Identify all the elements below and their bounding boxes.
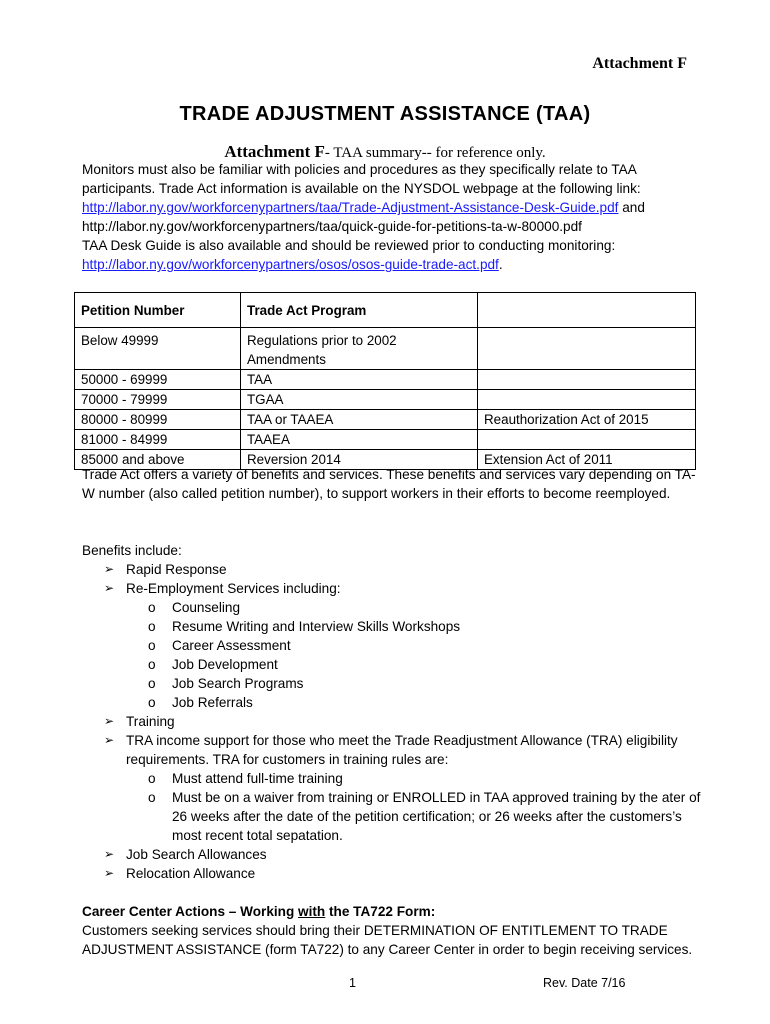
attachment-header: Attachment F: [592, 55, 687, 72]
page-title: TRADE ADJUSTMENT ASSISTANCE (TAA): [179, 103, 591, 125]
intro-paragraph: [82, 160, 692, 274]
cell-program: TAA: [241, 370, 478, 390]
list-item: [148, 693, 702, 712]
cell-petition: 80000 - 80999: [75, 410, 241, 430]
career-text: Customers seeking services should bring their DETERMINATION OF ENTITLEMENT TO TRADE ADJUSTMENT ASSISTANCE (form TA722) to any Career Center in order to begin receiving services.: [82, 923, 693, 957]
list-item: [148, 769, 702, 788]
cell-note: [478, 390, 696, 410]
list-item: [104, 864, 702, 883]
benefits-heading: Benefits include:: [82, 543, 182, 558]
sub-item-label: Job Development: [172, 657, 278, 672]
sub-item-label: Counseling: [172, 600, 241, 615]
list-item: [104, 579, 702, 712]
arrow-bullet-icon: ➢: [104, 714, 115, 728]
list-item: [148, 598, 702, 617]
intro-text: Monitors must also be familiar with policies and procedures as they specifically relate to TAA participants. Trade Act information is available on the NYSDOL webpage at the following link:: [82, 162, 641, 196]
career-heading: [82, 902, 697, 921]
desk-guide-text: TAA Desk Guide is also available and should be reviewed prior to conducting monitoring:: [82, 238, 616, 253]
list-item: [148, 617, 702, 636]
cell-note: [478, 430, 696, 450]
subtitle-bold: Attachment F: [224, 142, 325, 161]
career-heading-b: the TA722 Form:: [325, 904, 436, 919]
circle-bullet-icon: o: [148, 657, 156, 672]
arrow-bullet-icon: ➢: [104, 562, 115, 576]
benefit-job-search: Job Search Allowances: [126, 847, 267, 862]
arrow-bullet-icon: ➢: [104, 847, 115, 861]
table-row: [75, 430, 696, 450]
list-item: [148, 788, 702, 845]
benefits-intro-paragraph: Trade Act offers a variety of benefits and services. These benefits and services vary depending on TA-W number (also called petition number), to support workers in their efforts to become reemployed.: [82, 467, 696, 501]
subtitle: [0, 142, 770, 162]
reemployment-sublist: [126, 598, 702, 712]
cell-program: TAAEA: [241, 430, 478, 450]
cell-petition: Below 49999: [75, 328, 241, 370]
tra-sublist: [126, 769, 702, 845]
benefit-reemployment: Re-Employment Services including:: [126, 581, 341, 596]
cell-note: [478, 370, 696, 390]
col-header-note: [478, 293, 696, 328]
cell-petition: 85000 and above: [75, 450, 241, 470]
cell-program: TGAA: [241, 390, 478, 410]
list-item: [104, 712, 702, 731]
table-row: [75, 390, 696, 410]
list-item: [104, 845, 702, 864]
circle-bullet-icon: o: [148, 771, 156, 786]
quick-guide-url: http://labor.ny.gov/workforcenypartners/taa/quick-guide-for-petitions-ta-w-80000.pdf: [82, 219, 582, 234]
cell-note: Extension Act of 2011: [478, 450, 696, 470]
arrow-bullet-icon: ➢: [104, 733, 115, 747]
page-number: 1: [349, 976, 356, 990]
cell-petition: 70000 - 79999: [75, 390, 241, 410]
benefit-tra: TRA income support for those who meet the Trade Readjustment Allowance (TRA) eligibility requirements. TRA for customers in training rules are:: [126, 733, 678, 767]
cell-note: Reauthorization Act of 2015: [478, 410, 696, 430]
cell-petition: 50000 - 69999: [75, 370, 241, 390]
sub-item-label: Must attend full-time training: [172, 771, 343, 786]
benefit-training: Training: [126, 714, 175, 729]
benefit-relocation: Relocation Allowance: [126, 866, 256, 881]
list-item: [104, 731, 702, 845]
table-row: [75, 410, 696, 430]
arrow-bullet-icon: ➢: [104, 866, 115, 880]
sub-item-label: Resume Writing and Interview Skills Workshops: [172, 619, 461, 634]
subtitle-rest: - TAA summary-- for reference only.: [324, 145, 546, 161]
petition-table: [74, 292, 696, 470]
circle-bullet-icon: o: [148, 619, 156, 634]
list-item: [148, 636, 702, 655]
cell-program: TAA or TAAEA: [241, 410, 478, 430]
sub-item-label: Job Referrals: [172, 695, 253, 710]
circle-bullet-icon: o: [148, 695, 156, 710]
circle-bullet-icon: o: [148, 676, 156, 691]
osos-guide-link[interactable]: http://labor.ny.gov/workforcenypartners/osos/osos-guide-trade-act.pdf: [82, 257, 499, 272]
revision-date: Rev. Date 7/16: [543, 976, 626, 990]
col-header-program: Trade Act Program: [241, 293, 478, 328]
career-heading-a: Career Center Actions – Working: [82, 904, 299, 919]
desk-guide-link[interactable]: http://labor.ny.gov/workforcenypartners/taa/Trade-Adjustment-Assistance-Desk-Guide.pdf: [82, 200, 619, 215]
arrow-bullet-icon: ➢: [104, 581, 115, 595]
list-item: [148, 655, 702, 674]
table-row: [75, 370, 696, 390]
circle-bullet-icon: o: [148, 600, 156, 615]
intro-period: .: [498, 257, 503, 272]
sub-item-label: Career Assessment: [172, 638, 291, 653]
cell-petition: 81000 - 84999: [75, 430, 241, 450]
table-header-row: [75, 293, 696, 328]
cell-program: Regulations prior to 2002 Amendments: [241, 328, 478, 370]
list-item: [104, 560, 702, 579]
career-heading-with: with: [298, 904, 326, 919]
benefits-list: [82, 560, 702, 883]
list-item: [148, 674, 702, 693]
sub-item-label: Must be on a waiver from training or ENROLLED in TAA approved training by the ater of 26 weeks after the date of the petition certification; or 26 weeks after the customers’s most recent total sepatation.: [172, 790, 701, 843]
table-row: [75, 328, 696, 370]
cell-program: Reversion 2014: [241, 450, 478, 470]
career-center-section: [82, 902, 697, 959]
intro-and: and: [618, 200, 645, 215]
cell-note: [478, 328, 696, 370]
circle-bullet-icon: o: [148, 790, 156, 805]
circle-bullet-icon: o: [148, 638, 156, 653]
sub-item-label: Job Search Programs: [172, 676, 304, 691]
benefits-section: [82, 541, 702, 883]
benefit-rapid-response: Rapid Response: [126, 562, 227, 577]
col-header-petition: Petition Number: [75, 293, 241, 328]
